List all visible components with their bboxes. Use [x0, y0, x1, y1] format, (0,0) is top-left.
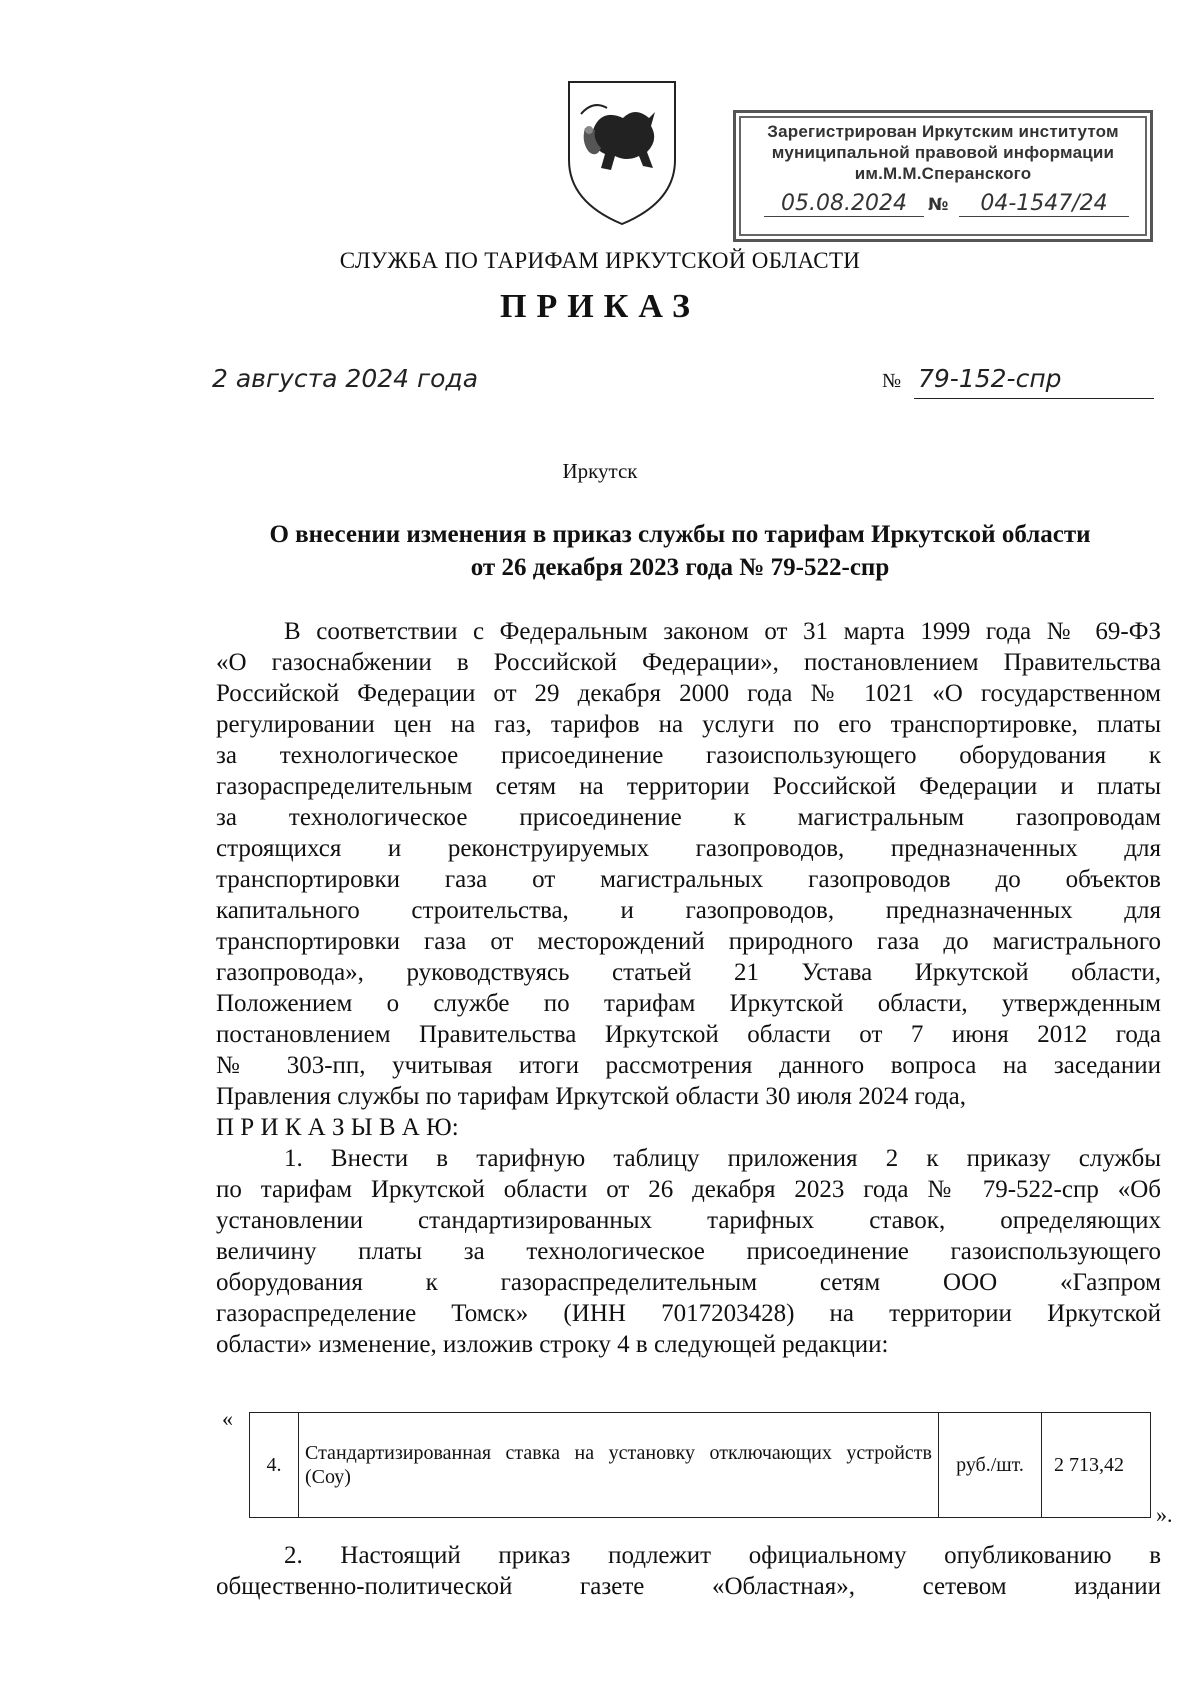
body-line: области» изменение, изложив строку 4 в следующей редакции: [216, 1331, 889, 1358]
body-line: В соответствии с Федеральным законом от 31 марта 1999 года № 69-ФЗ [284, 618, 1161, 645]
body-line: Положением о службе по тарифам Иркутской области, утвержденным [216, 990, 1161, 1017]
order-word: П Р И К А З Ы В А Ю: [216, 1114, 459, 1141]
tariff-table [249, 1412, 1151, 1518]
stamp-line-3: им.М.М.Сперанского [854, 164, 1032, 183]
stamp-reg-number: 04-1547/24 [959, 191, 1129, 217]
body-line: постановлением Правительства Иркутской области от 7 июня 2012 года [216, 1021, 1161, 1048]
number-underline [914, 398, 1154, 399]
body-line: транспортировки газа от магистральных газопроводов до объектов [216, 866, 1161, 893]
body-line: 2. Настоящий приказ подлежит официальному опубликованию в [284, 1542, 1161, 1569]
row-number: 4. [250, 1413, 299, 1518]
body-line: газораспределительным сетям на территории Российской Федерации и платы [216, 773, 1161, 800]
body-line: № 303-пп, учитывая итоги рассмотрения данного вопроса на заседании [216, 1052, 1161, 1079]
coat-of-arms-icon [563, 78, 681, 228]
document-title [200, 518, 1160, 584]
organization-name: СЛУЖБА ПО ТАРИФАМ ИРКУТСКОЙ ОБЛАСТИ [339, 248, 861, 273]
body-line: за технологическое присоединение к магистральным газопроводам [216, 804, 1161, 831]
body-line: строящихся и реконструируемых газопроводов, предназначенных для [216, 835, 1161, 862]
body-line: регулировании цен на газ, тарифов на услуги по его транспортировке, платы [216, 711, 1161, 738]
row-value: 2 713,42 [1042, 1413, 1151, 1518]
body-line: Правления службы по тарифам Иркутской области 30 июля 2024 года, [216, 1083, 966, 1110]
row-unit: руб./шт. [939, 1413, 1042, 1518]
table-row [250, 1413, 1151, 1518]
document-type: ПРИКАЗ [500, 288, 700, 325]
body-line: газопровода», руководствуясь статьей 21 Устава Иркутской области, [216, 959, 1161, 986]
stamp-reg-date: 05.08.2024 [764, 191, 924, 217]
title-line: О внесении изменения в приказ службы по тарифам Иркутской области [269, 521, 1091, 548]
body-line: 1. Внести в тарифную таблицу приложения 2 к приказу службы [284, 1145, 1161, 1172]
table-close-quote: ». [1156, 1502, 1173, 1527]
table-open-quote: « [222, 1406, 233, 1431]
body-line: за технологическое присоединение газоиспользующего оборудования к [216, 742, 1161, 769]
city: Иркутск [562, 459, 638, 483]
body-line: газораспределение Томск» (ИНН 7017203428) на территории Иркутской [216, 1300, 1161, 1327]
body-line: величину платы за технологическое присоединение газоиспользующего [216, 1238, 1161, 1265]
number-label: № [882, 370, 902, 392]
stamp-line-1: Зарегистрирован Иркутским институтом [767, 122, 1119, 141]
body-line: по тарифам Иркутской области от 26 декабря 2023 года № 79-522-спр «Об [216, 1176, 1161, 1203]
body-line: транспортировки газа от месторождений природного газа до магистрального [216, 928, 1161, 955]
registration-stamp [733, 110, 1153, 242]
body-line: установлении стандартизированных тарифных ставок, определяющих [216, 1207, 1161, 1234]
handwritten-number: 79-152-спр [918, 364, 1062, 393]
body-line: оборудования к газораспределительным сетям ООО «Газпром [216, 1269, 1161, 1296]
body-line: Российской Федерации от 29 декабря 2000 года № 1021 «О государственном [216, 680, 1161, 707]
stamp-registration [754, 187, 1132, 221]
stamp-line-2: муниципальной правовой информации [771, 143, 1115, 162]
row-name: Стандартизированная ставка на установку отключающих устройств (Соу) [299, 1413, 939, 1518]
title-line: от 26 декабря 2023 года № 79-522-спр [470, 554, 890, 581]
handwritten-date: 2 августа 2024 года [212, 364, 479, 393]
body-line: капитального строительства, и газопроводов, предназначенных для [216, 897, 1161, 924]
stamp-no-label: № [928, 195, 949, 215]
body-line: общественно-политической газете «Областная», сетевом издании [216, 1573, 1161, 1600]
body-line: «О газоснабжении в Российской Федерации», постановлением Правительства [216, 649, 1161, 676]
